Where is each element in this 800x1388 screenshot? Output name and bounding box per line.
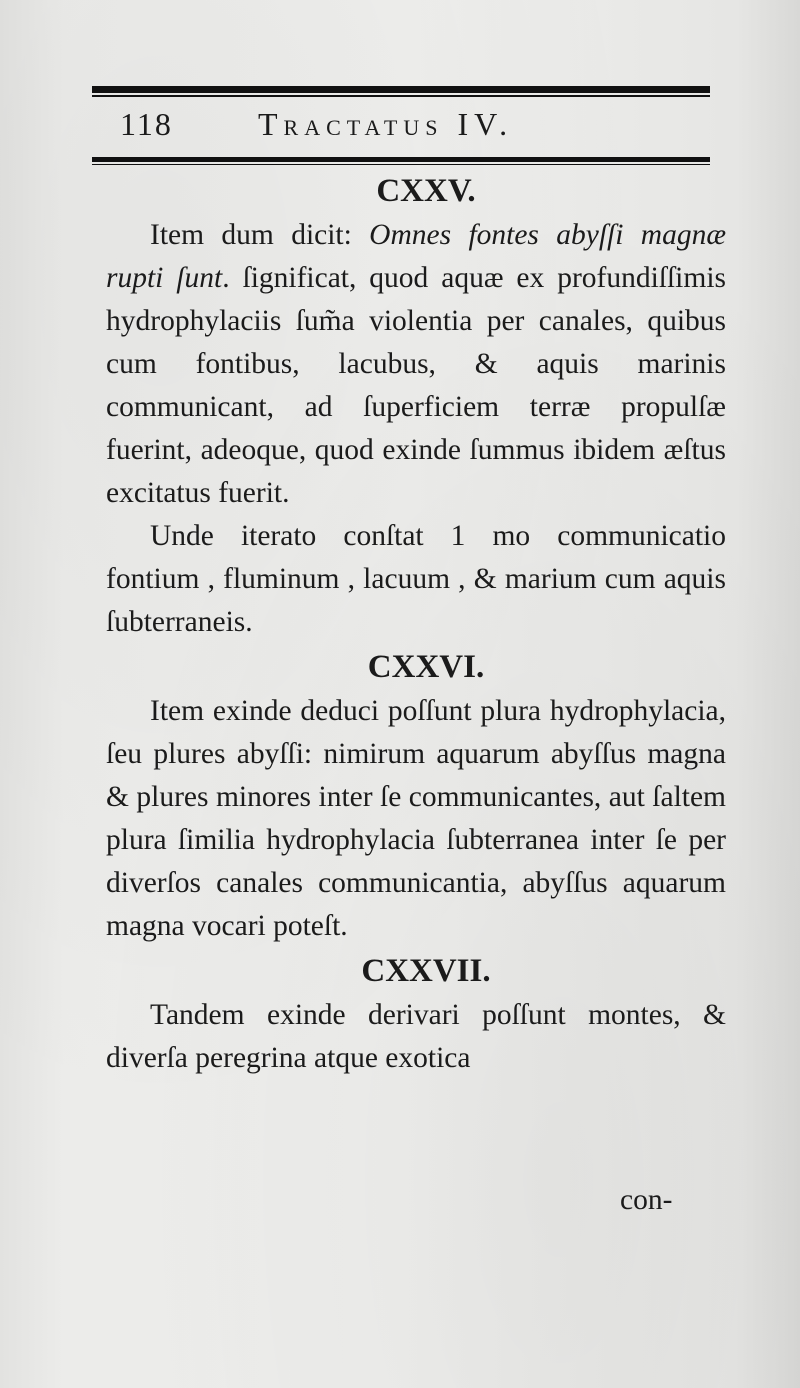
- page-number: 118: [120, 106, 173, 142]
- page-body: [106, 168, 726, 1080]
- running-header: [112, 102, 692, 148]
- paragraph-lead: Item dum dicit:: [150, 219, 370, 251]
- paragraph-cxxvi-1: Item exinde deduci poſſunt plura hydrophylacia, ſeu plures abyſſi: nimirum aquarum abyſſus magna & plures minores inter ſe communicantes, aut ſaltem plura ſimilia hydrophylacia ſubterranea inter ſe per diverſos canales communicantia, abyſſus aquarum magna vocari poteſt.: [106, 695, 726, 942]
- header-rule-bottom-thin: [92, 164, 710, 165]
- paragraph-cxxv-1: [106, 214, 726, 515]
- paragraph-cxxv-2: Unde iterato conſtat 1 mo communicatio fontium , fluminum , lacuum , & marium cum aquis ſubterraneis.: [106, 520, 726, 638]
- paragraph-cxxvii-1: Tandem exinde derivari poſſunt montes, & diverſa peregrina atque exotica: [106, 999, 726, 1074]
- section-title-cxxv: CXXV.: [376, 173, 476, 209]
- header-rule-top-thin: [92, 95, 710, 97]
- scripture-quote: Omnes fontes abyſſi magnæ rupti ſunt: [106, 219, 727, 294]
- catchword: con-: [620, 1184, 673, 1216]
- section-title-cxxvi: CXXVI.: [367, 649, 485, 685]
- header-rule-bottom: [92, 157, 710, 162]
- section-title-cxxvii: CXXVII.: [361, 953, 491, 989]
- header-rule-top: [92, 86, 710, 93]
- running-title: Tractatus IV.: [258, 106, 514, 142]
- paragraph-rest: . ſignificat, quod aquæ ex profundiſſimis hydrophylaciis ſum̃a violentia per canales, quibus cum fontibus, lacubus, & aquis marinis communicant, ad ſuperficiem terræ propulſæ fuerint, adeoque, quod exinde ſummus ibidem æſtus excitatus fuerit.: [106, 262, 726, 509]
